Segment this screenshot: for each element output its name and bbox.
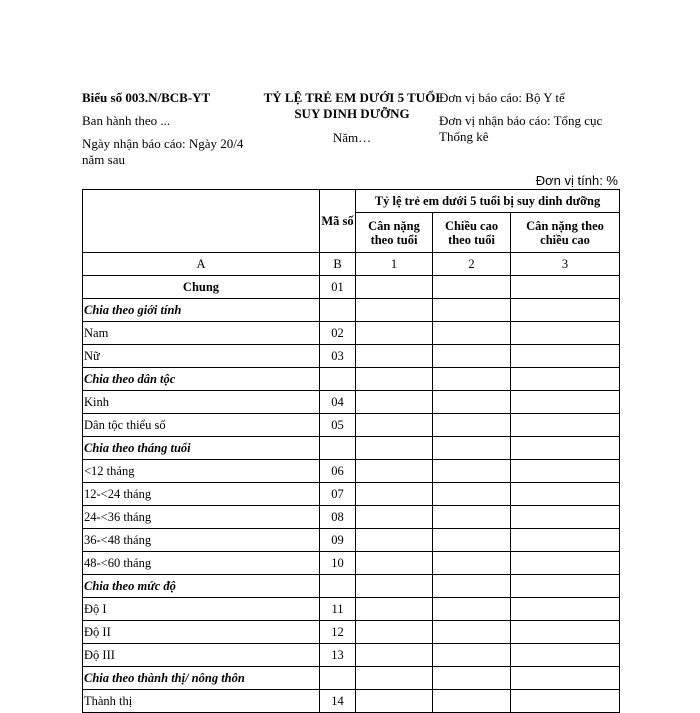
value-weight-age[interactable] bbox=[356, 483, 433, 506]
value-height-age[interactable] bbox=[433, 667, 511, 690]
row-label: Kinh bbox=[83, 391, 320, 414]
row-code: 09 bbox=[320, 529, 356, 552]
section-label: Chia theo mức độ bbox=[83, 575, 320, 598]
row-label: Độ I bbox=[83, 598, 320, 621]
value-height-age[interactable] bbox=[433, 621, 511, 644]
row-label: Thành thị bbox=[83, 690, 320, 713]
row-label: 12-<24 tháng bbox=[83, 483, 320, 506]
table-row bbox=[83, 276, 620, 299]
value-weight-age[interactable] bbox=[356, 299, 433, 322]
value-weight-age[interactable] bbox=[356, 552, 433, 575]
value-weight-age[interactable] bbox=[356, 667, 433, 690]
value-weight-age[interactable] bbox=[356, 345, 433, 368]
value-height-age[interactable] bbox=[433, 391, 511, 414]
row-code: 06 bbox=[320, 460, 356, 483]
row-code: 02 bbox=[320, 322, 356, 345]
col-weight-height-header: Cân nặng theo chiều cao bbox=[511, 213, 620, 253]
value-weight-age[interactable] bbox=[356, 414, 433, 437]
row-code: 03 bbox=[320, 345, 356, 368]
row-code: 01 bbox=[320, 276, 356, 299]
receiving-unit: Đơn vị nhận báo cáo: Tổng cục Thống kê bbox=[439, 113, 603, 144]
index-cell-3: 3 bbox=[511, 253, 620, 276]
value-weight-height[interactable] bbox=[511, 529, 620, 552]
table-row bbox=[83, 552, 620, 575]
value-weight-age[interactable] bbox=[356, 368, 433, 391]
value-weight-age[interactable] bbox=[356, 437, 433, 460]
table-row bbox=[83, 322, 620, 345]
code-header: Mã số bbox=[320, 190, 356, 253]
row-label: Nam bbox=[83, 322, 320, 345]
index-cell-a: A bbox=[83, 253, 320, 276]
value-height-age[interactable] bbox=[433, 460, 511, 483]
value-weight-height[interactable] bbox=[511, 391, 620, 414]
table-row bbox=[83, 644, 620, 667]
value-weight-height[interactable] bbox=[511, 575, 620, 598]
table-row bbox=[83, 575, 620, 598]
form-number: Biểu số 003.N/BCB-YT bbox=[82, 90, 211, 105]
table-row bbox=[83, 598, 620, 621]
value-height-age[interactable] bbox=[433, 575, 511, 598]
value-weight-height[interactable] bbox=[511, 506, 620, 529]
value-weight-age[interactable] bbox=[356, 644, 433, 667]
issued-by: Ban hành theo ... bbox=[82, 113, 171, 128]
row-code: 10 bbox=[320, 552, 356, 575]
value-height-age[interactable] bbox=[433, 437, 511, 460]
row-code bbox=[320, 575, 356, 598]
table-row bbox=[83, 529, 620, 552]
table-row bbox=[83, 483, 620, 506]
row-label: <12 tháng bbox=[83, 460, 320, 483]
table-row bbox=[83, 414, 620, 437]
value-weight-height[interactable] bbox=[511, 621, 620, 644]
col-height-age-header: Chiều cao theo tuổi bbox=[433, 213, 511, 253]
value-height-age[interactable] bbox=[433, 345, 511, 368]
table-row bbox=[83, 690, 620, 713]
value-weight-age[interactable] bbox=[356, 529, 433, 552]
row-label: Chung bbox=[83, 276, 320, 299]
row-label: Dân tộc thiểu số bbox=[83, 414, 320, 437]
row-code: 12 bbox=[320, 621, 356, 644]
report-table bbox=[82, 189, 620, 713]
receive-date: Ngày nhận báo cáo: Ngày 20/4 năm sau bbox=[82, 136, 244, 167]
value-weight-age[interactable] bbox=[356, 598, 433, 621]
table-row bbox=[83, 368, 620, 391]
section-label: Chia theo giới tính bbox=[83, 299, 320, 322]
value-height-age[interactable] bbox=[433, 690, 511, 713]
value-weight-height[interactable] bbox=[511, 552, 620, 575]
value-weight-age[interactable] bbox=[356, 575, 433, 598]
row-label: Nữ bbox=[83, 345, 320, 368]
row-code bbox=[320, 368, 356, 391]
row-code bbox=[320, 437, 356, 460]
row-label: 36-<48 tháng bbox=[83, 529, 320, 552]
row-code: 07 bbox=[320, 483, 356, 506]
value-height-age[interactable] bbox=[433, 299, 511, 322]
value-weight-age[interactable] bbox=[356, 621, 433, 644]
row-code: 11 bbox=[320, 598, 356, 621]
value-weight-height[interactable] bbox=[511, 460, 620, 483]
value-height-age[interactable] bbox=[433, 598, 511, 621]
value-weight-age[interactable] bbox=[356, 460, 433, 483]
col-weight-age-header: Cân nặng theo tuổi bbox=[356, 213, 433, 253]
value-height-age[interactable] bbox=[433, 552, 511, 575]
table-row bbox=[83, 621, 620, 644]
index-cell-b: B bbox=[320, 253, 356, 276]
value-height-age[interactable] bbox=[433, 529, 511, 552]
table-row bbox=[83, 506, 620, 529]
row-code: 13 bbox=[320, 644, 356, 667]
row-code: 05 bbox=[320, 414, 356, 437]
value-weight-height[interactable] bbox=[511, 483, 620, 506]
value-weight-height[interactable] bbox=[511, 299, 620, 322]
value-weight-height[interactable] bbox=[511, 368, 620, 391]
table-row bbox=[83, 391, 620, 414]
table-row bbox=[83, 460, 620, 483]
value-weight-height[interactable] bbox=[511, 322, 620, 345]
section-label: Chia theo thành thị/ nông thôn bbox=[83, 667, 320, 690]
row-code: 08 bbox=[320, 506, 356, 529]
table-row bbox=[83, 667, 620, 690]
value-weight-age[interactable] bbox=[356, 506, 433, 529]
row-code bbox=[320, 299, 356, 322]
value-height-age[interactable] bbox=[433, 644, 511, 667]
value-weight-height[interactable] bbox=[511, 598, 620, 621]
value-height-age[interactable] bbox=[433, 322, 511, 345]
value-height-age[interactable] bbox=[433, 368, 511, 391]
table-row bbox=[83, 299, 620, 322]
label-header-cell bbox=[83, 190, 320, 253]
row-label: Độ III bbox=[83, 644, 320, 667]
section-label: Chia theo dân tộc bbox=[83, 368, 320, 391]
value-height-age[interactable] bbox=[433, 506, 511, 529]
value-weight-height[interactable] bbox=[511, 437, 620, 460]
value-weight-age[interactable] bbox=[356, 322, 433, 345]
row-label: 24-<36 tháng bbox=[83, 506, 320, 529]
value-weight-height[interactable] bbox=[511, 644, 620, 667]
value-weight-height[interactable] bbox=[511, 667, 620, 690]
value-height-age[interactable] bbox=[433, 276, 511, 299]
row-label: Độ II bbox=[83, 621, 320, 644]
index-cell-1: 1 bbox=[356, 253, 433, 276]
value-weight-height[interactable] bbox=[511, 345, 620, 368]
unit-of-measure: Đơn vị tính: % bbox=[535, 173, 618, 188]
report-year: Năm… bbox=[332, 130, 372, 145]
value-height-age[interactable] bbox=[433, 483, 511, 506]
value-weight-height[interactable] bbox=[511, 276, 620, 299]
value-weight-age[interactable] bbox=[356, 690, 433, 713]
group-header: Tỷ lệ trẻ em dưới 5 tuổi bị suy dinh dưỡng bbox=[356, 190, 620, 213]
row-code: 14 bbox=[320, 690, 356, 713]
value-weight-height[interactable] bbox=[511, 690, 620, 713]
report-title: TỶ LỆ TRẺ EM DƯỚI 5 TUỔI SUY DINH DƯỠNG bbox=[263, 90, 441, 121]
index-cell-2: 2 bbox=[433, 253, 511, 276]
value-height-age[interactable] bbox=[433, 414, 511, 437]
table-row bbox=[83, 345, 620, 368]
section-label: Chia theo tháng tuổi bbox=[83, 437, 320, 460]
row-label: 48-<60 tháng bbox=[83, 552, 320, 575]
value-weight-age[interactable] bbox=[356, 391, 433, 414]
row-code: 04 bbox=[320, 391, 356, 414]
table-row bbox=[83, 437, 620, 460]
value-weight-age[interactable] bbox=[356, 276, 433, 299]
reporting-unit: Đơn vị báo cáo: Bộ Y tế bbox=[439, 90, 565, 105]
row-code bbox=[320, 667, 356, 690]
value-weight-height[interactable] bbox=[511, 414, 620, 437]
